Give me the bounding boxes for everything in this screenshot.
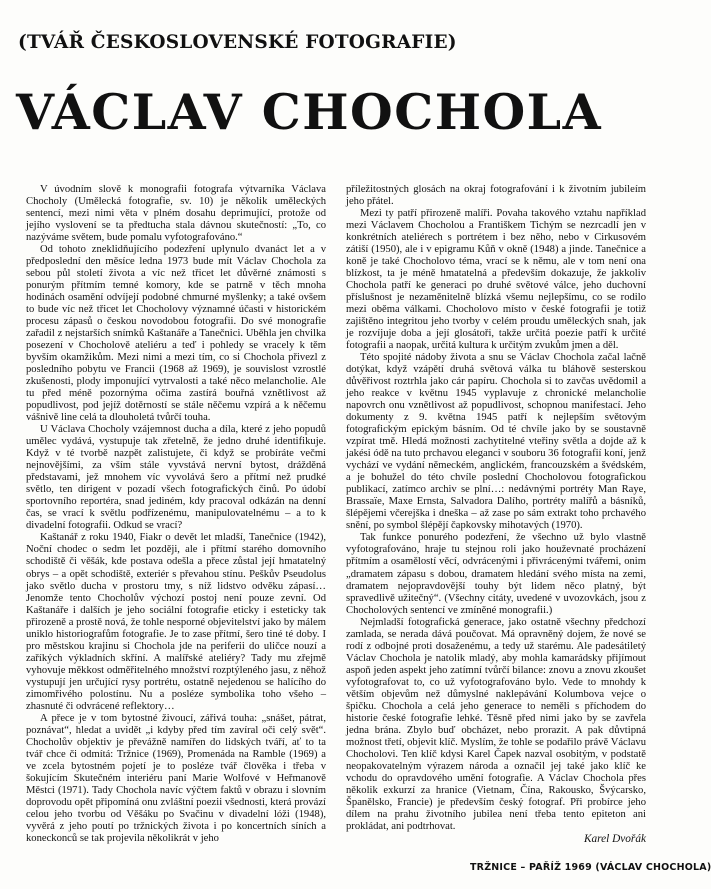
article-column-right: [346, 184, 646, 845]
paragraph: Této spojité nádoby života a snu se Václav Chochola začal lačně dotýkat, když vzápětí druhá světová válka tu bláhově sesterskou důvěřivost roztrhla jako cár papíru. Chochola si to zavčas uvědomil a jeho reakce v květnu 1945 vyplavuje z chronické melancholie napovrch onu vznětlivost až popudlivost, schopnou manifestací. Jeho dokumenty z 9. května 1945 patří k nejlepším světovým fotografickým epickým básním. Od té chvíle jako by se soustavně vzpírat tmě. Hledá možnosti zachytitelné vteřiny světla a dojde až k jakési ódě na tuto prchavou eleganci v souboru 36 fotografií koní, jenž vychází ve vydání německém, anglickém, francouzském a švédském, a je bohužel do této chvíle poslední Chocholovou fotografickou publikací, zatímco archiv se plní…: nedávnými portréty Man Raye, Brassaïe, Maxe Ernsta, Salvadora Dalího, portréty malířů a básníků, šlépějemi včerejška i dneška – až zase po sám extrakt toho prchavého snění, po symbol šlépějí čapkovsky mihotavých (1970).: [346, 352, 646, 532]
series-title: (TVÁŘ ČESKOSLOVENSKÉ FOTOGRAFIE): [18, 32, 457, 53]
paragraph: A přece je v tom bytostné živoucí, zářivá touha: „snášet, pátrat, poznávat“, hledat a uvidět „i kdyby před tím zavíral oči celý svět“. Chocholův objektiv je převážně namířen do lidských tváří, ať to ta tvář chce či odmítá: Tržnice (1969), Promenáda na Ramble (1969) a ve zcela bytostném pojetí je to posléze tvář člověka i třeba v šokujícím Skutečném interiéru paní Marie Wolfové v Heřmanově Městci (1971). Tady Chochola navíc výčtem faktů v obrazu i slovním doprovodu opět připomíná onu zvláštní poezii všednosti, která provází celou jeho tvorbu od Věšáku po Svačinu v divadelní lóži (1948), vyvěrá z jeho poutí po tržnických života i po koncertních síních a koneckonců se tak projevila několikrát v jeho: [26, 712, 326, 844]
paragraph: Kaštanář z roku 1940, Fiakr o devět let mladší, Tanečnice (1942), Noční chodec o sedm let později, ale i přítmí starého domovního schodiště či věšák, kde postava odešla a přece zůstal její hmatatelný obrys – a opět schodiště, exteriér s převahou stínu. Peškův Pseudolus jako světlo ducha v prostoru tmy, s níž lidstvo odvěku zápasí… Jenomže tento Chocholův výchozí postoj není pouze zevní. Od Kaštanáře i dalších je jeho sociální fotografie eticky i esteticky tak přirozeně a prostě nová, že tohle nesporné objevitelství jako by málem uniklo historiografům fotografie. Je to zase přítmí, šero tiné té doby. I pro městskou krajinu si Chochola jde na periferii do uličce nouzí a zaříkých výkladních skříní. A malířské ateliéry? Tady mu zřejmě vyhovuje měkkost odměřitelného množství rozptýleného jasu, z něhož vystupují jen určující rysy portrétu, ostatně nejedenou se halícího do zimomřivého polostínu. Nu a posléze symbolika toho všeho – zhasnuté či odvrácené reflektory…: [26, 532, 326, 712]
article-title: VÁCLAV CHOCHOLA: [16, 83, 603, 141]
paragraph: Mezi ty patří přirozeně malíři. Povaha takového vztahu například mezi Václavem Chocholou a Františkem Tichým se nezrcadlí jen v konkrétních ateliérech s portrétem i bez něho, nebo v Cirkusovém zátiší (1950), ale i v epigramu Kůň v okně (1948) a jinde. Tanečnice a koně je také Chocholovo téma, vrací se k němu, ale v tom není ona blízkost, ta je méně hmatatelná a především dokazuje, že jakkoliv Chochola patří ke generaci po druhé světové válce, jeho duchovní příslušnost je nezaměnitelně blízká všemu nejlepšímu, co se rodilo mezi oběma válkami. Chocholovo místo v české fotografii je totiž zajištěno integritou jeho tvorby v celém proudu uměleckých snah, jak je rozvíjuje doba a její glosátoři, takže určitá poezie patří k určité fotografii a naopak, určitá kultura k určitým zvukům jmen a děl.: [346, 208, 646, 352]
paragraph: příležitostných glosách na okraj fotografování i k životním jubileím jeho přátel.: [346, 184, 646, 208]
paragraph: Nejmladší fotografická generace, jako ostatně všechny předchozí zamlada, se nerada dává poučovat. Má opravněný dojem, že nové se rodí z odbojné proti dosaženému, a tedy už starému. Ale padesátiletý Václav Chochola je natolik mladý, aby mohla kamarádsky přijímout aspoň jeden aspekt jeho zatímní tvůrčí bilance: znovu a znovu zkoušet vyfotografovat to, co už vyfotografováno bylo. Vede to mnohdy k větším objevům než důmyslné naklepávání Kolumbova vejce o špičku. Chochola a celá jeho generace to neměli s příchodem do historie české fotografie lehké. Těsně před nimi jako by se zavřela jedna brána. Zbylo buď obcházet, nebo prorazit. A pak důvtipná možnost třetí, objevit klíč. Myslím, že tohle se podařilo právě Václavu Chocholovi. Ten klíč kdysi Karel Čapek nazval osobitým, v podstatě neopakovatelným výrazem národa a označil jej také jako klíč ke vchodu do opravdového umění fotografie. A Václav Chochola přes několik exkurzí za hranice (Vietnam, Čína, Rakousko, Švýcarsko, Španělsko, Francie) je především český fotograf. Při probírce jeho dílem na prahu životního jubilea není třeba tento epiteton ani prokládat, ani podtrhovat.: [346, 616, 646, 832]
paragraph: Od tohoto zneklidňujícího podezření uplynulo dvanáct let a v předposlední den měsíce ledna 1973 bude mít Václav Chochola za sebou půl století života a víc než třicet let důvěrné známosti s ponurým přítmím temné komory, kde se patrně v těch mnoha hodinách osamění odvíjejí podobné chmurné myšlenky; a také ovšem to bude víc než třicet let Chocholovy významné účasti v historickém procesu zápasů o českou novodobou fotografii. Do své monografie zařadil z nejstarších snímků Kaštanáře a Tanečnici. Uběhla jen chvilka posezení v Chocholově ateliéru a teď i pohledy se vracely k těm byvším okamžikům. Mezi nimi a mezi tím, co si Chochola přivezl z posledního pobytu ve Francii (1968 až 1969), je souvislost vzrostlé zkušenosti, plody imponující vytrvalosti a také něco melancholie. Ale tu před méně pozornýma očima zastírá bouřná vznětlivost až popudlivost, pod jejíž dotěrností se stále něčemu vzpírá a k něčemu vášnivě line celá ta dlouholetá tvůrčí touha.: [26, 244, 326, 424]
paragraph: U Václava Chocholy vzájemnost ducha a díla, které z jeho popudů umělec vydává, vystupuje tak zřetelně, že jedno druhé identifikuje. Když v té tvorbě nazpět zalistujete, či když se probíráte večmi nejnovějšími, za vším stále vyvstává nervní bytost, drážděná představami, jež mnohem víc vyvolává šero a přítmí než prudké světlo, ten dirigent v pozadí všech fotografických činů. Po údobí sportovního reportéra, snad jediném, kdy pracoval odkázán na denní čas, se vrací k světlu podřízenému, manipulovatelnému – a to k divadelní fotografii. Odkud se vrací?: [26, 424, 326, 532]
paragraph: Tak funkce ponurého podezření, že všechno už bylo vlastně vyfotografováno, hraje tu stejnou roli jako houževnaté procházení přítmím a osamělostí věcí, odvrácenými i přivrácenými tvářemi, onim „dramatem zápasu s dobou, dramatem hledání svého místa na zemi, dramatem nejopravdovější touhy být lidem něco platný, být spravedlivě užitečný“. (Všechny citáty, uvedené v uvozovkách, jsou z Chocholových sentencí ve zmíněné monografii.): [346, 532, 646, 616]
photo-caption: TRŽNICE – PAŘÍŽ 1969 (VÁCLAV CHOCHOLA): [470, 862, 711, 873]
paragraph: V úvodním slově k monografii fotografa výtvarníka Václava Chocholy (Umělecká fotografie, sv. 10) je několik uměleckých sentencí, mezi nimi věta v plném dosahu deprimující, protože od jejího vyslovení se ta předtucha stala dávnou skutečností: „To, co nazýváme světem, bude pomalu vyfotografováno.“: [26, 184, 326, 244]
article-column-left: [26, 184, 326, 845]
author-signature: Karel Dvořák: [583, 832, 646, 845]
